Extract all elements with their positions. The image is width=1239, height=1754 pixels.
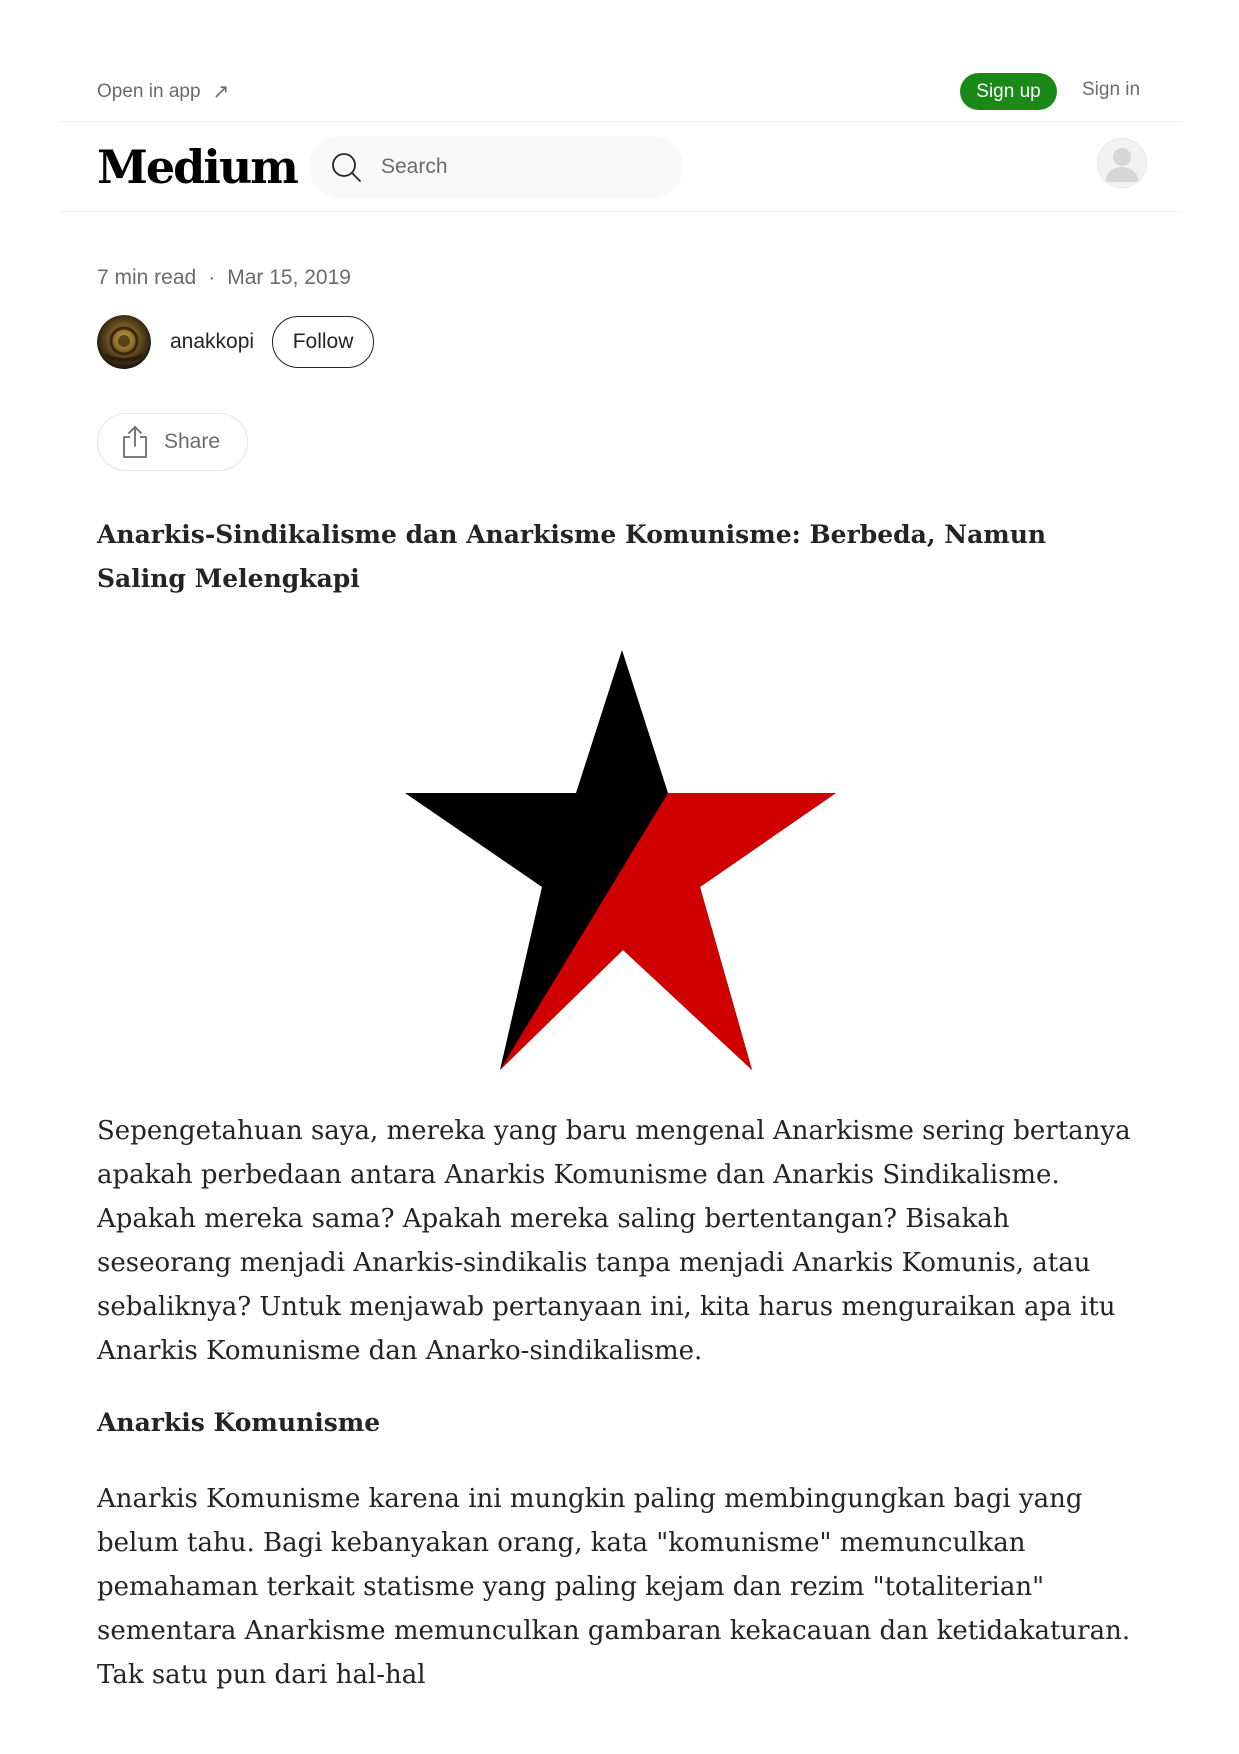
hero-image-star (400, 650, 840, 1070)
star-black-half (405, 650, 836, 1070)
user-avatar-icon[interactable] (1097, 138, 1147, 188)
share-icon (121, 425, 149, 459)
medium-logo[interactable]: Medium (97, 140, 297, 194)
sign-up-button[interactable]: Sign up (960, 73, 1057, 110)
search-bar[interactable] (309, 136, 683, 198)
article-meta (97, 266, 351, 290)
follow-button[interactable]: Follow (272, 316, 374, 368)
share-label: Share (164, 430, 221, 453)
article-paragraph-1: Sepengetahuan saya, mereka yang baru mengenal Anarkisme sering bertanya apakah perbedaan antara Anarkis Komunisme dan Anarkis Sindikalisme. Apakah mereka sama? Apakah mereka saling bertentangan? Bisakah seseorang menjadi Anarkis-sindikalis tanpa menjadi Anarkis Komunis, atau sebaliknya? Untuk menjawab pertanyaan ini, kita harus menguraikan apa itu Anarkis Komunisme dan Anarko-sindikalisme. (97, 1116, 1131, 1366)
author-name[interactable]: anakkopi (170, 330, 255, 353)
search-input[interactable] (379, 154, 663, 180)
publish-date: Mar 15, 2019 (227, 266, 351, 289)
author-row (97, 315, 374, 369)
avatar-silhouette (1098, 139, 1146, 187)
main-header (59, 122, 1182, 212)
search-icon (329, 150, 363, 184)
arrow-up-right-icon: ↗ (212, 81, 230, 103)
read-time: 7 min read (97, 266, 197, 289)
top-bar (59, 70, 1182, 122)
sign-in-link[interactable]: Sign in (1082, 79, 1141, 100)
meta-separator: · (208, 266, 216, 289)
article-paragraph-2: Anarkis Komunisme karena ini mungkin paling membingungkan bagi yang belum tahu. Bagi kebanyakan orang, kata "komunisme" memunculkan pemahaman terkait statisme yang paling kejam dan rezim "totaliterian" sementara Anarkisme memunculkan gambaran kekacauan dan ketidakaturan. Tak satu pun dari hal-hal (97, 1484, 1131, 1690)
author-avatar[interactable] (97, 315, 151, 369)
section-heading: Anarkis Komunisme (97, 1408, 381, 1437)
open-in-app-link[interactable] (97, 79, 229, 104)
share-button[interactable] (97, 413, 248, 471)
article-title: Anarkis-Sindikalisme dan Anarkisme Komunisme: Berbeda, Namun Saling Melengkapi (97, 520, 1047, 593)
open-in-app-label: Open in app (97, 80, 201, 102)
